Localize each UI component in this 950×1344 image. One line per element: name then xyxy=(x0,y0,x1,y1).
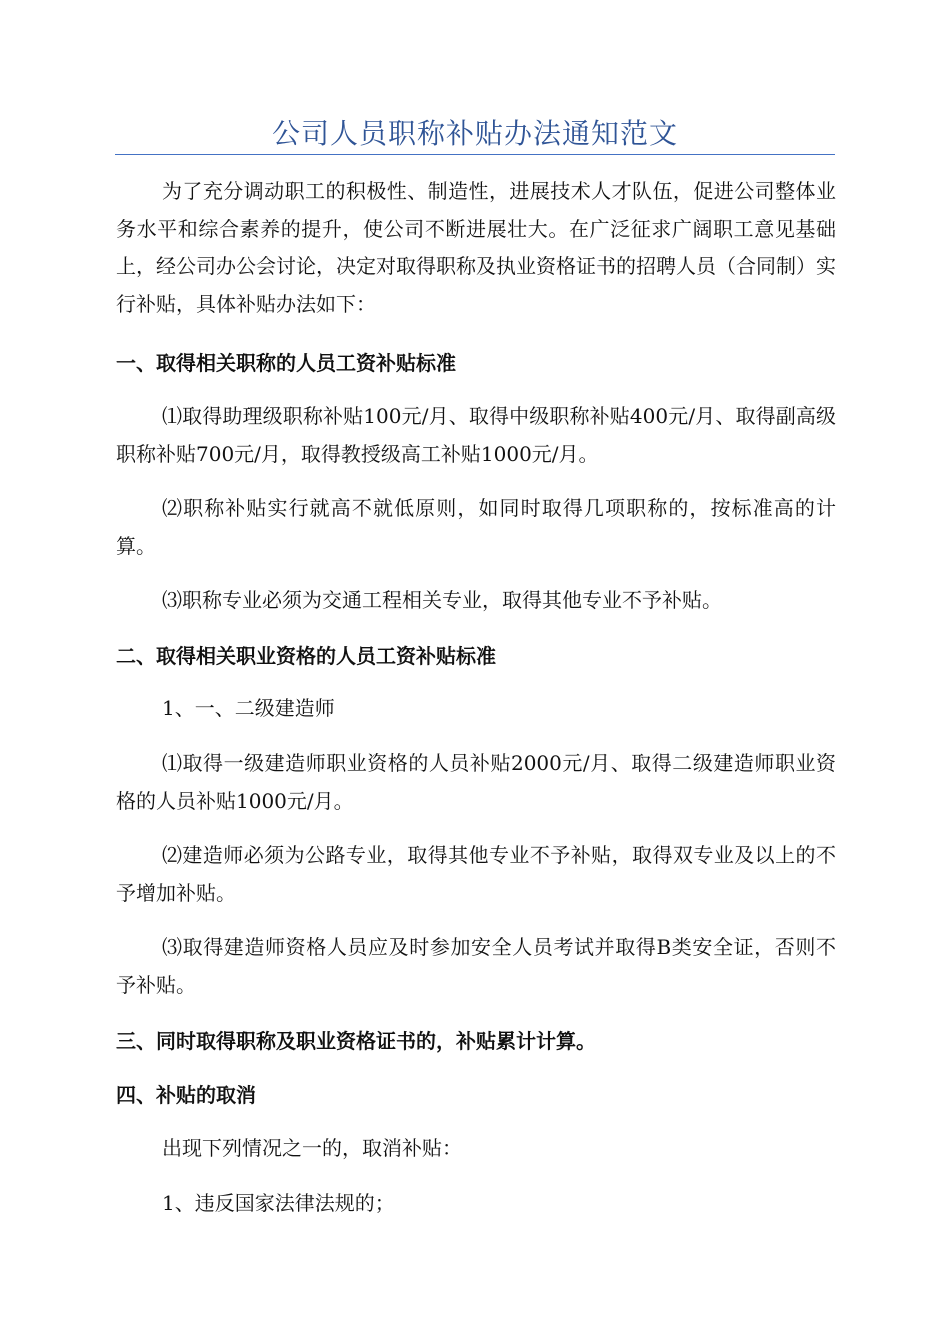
page-title: 公司人员职称补贴办法通知范文 xyxy=(271,117,678,150)
section-4-item-1: 1、违反国家法律法规的； xyxy=(162,1191,395,1215)
section-1-item-2: ⑵职称补贴实行就高不就低原则，如同时取得几项职称的，按标准高的计算。 xyxy=(116,496,836,558)
section-3-heading: 三、同时取得职称及职业资格证书的，补贴累计计算。 xyxy=(116,1029,596,1053)
title-underline xyxy=(115,154,835,155)
section-2-subheading: 1、一、二级建造师 xyxy=(162,696,335,720)
section-4-heading: 四、补贴的取消 xyxy=(116,1083,256,1107)
section-2-item-2: ⑵建造师必须为公路专业，取得其他专业不予补贴，取得双专业及以上的不予增加补贴。 xyxy=(116,843,836,905)
section-1-item-3: ⑶职称专业必须为交通工程相关专业，取得其他专业不予补贴。 xyxy=(162,588,722,612)
section-1-heading: 一、取得相关职称的人员工资补贴标准 xyxy=(116,351,456,375)
intro-paragraph: 为了充分调动职工的积极性、制造性，进展技术人才队伍，促进公司整体业务水平和综合素养的提升，使公司不断进展壮大。在广泛征求广阔职工意见基础上，经公司办公会讨论，决定对取得职称及执业资格证书的招聘人员（合同制）实行补贴，具体补贴办法如下： xyxy=(116,179,836,316)
section-2-item-3: ⑶取得建造师资格人员应及时参加安全人员考试并取得B类安全证，否则不予补贴。 xyxy=(116,935,836,997)
section-2-heading: 二、取得相关职业资格的人员工资补贴标准 xyxy=(116,644,496,668)
section-4-lead: 出现下列情况之一的，取消补贴： xyxy=(162,1136,462,1160)
section-2-item-1: ⑴取得一级建造师职业资格的人员补贴2000元/月、取得二级建造师职业资格的人员补贴1000元/月。 xyxy=(116,751,836,813)
section-1-item-1: ⑴取得助理级职称补贴100元/月、取得中级职称补贴400元/月、取得副高级职称补贴700元/月，取得教授级高工补贴1000元/月。 xyxy=(116,404,836,466)
